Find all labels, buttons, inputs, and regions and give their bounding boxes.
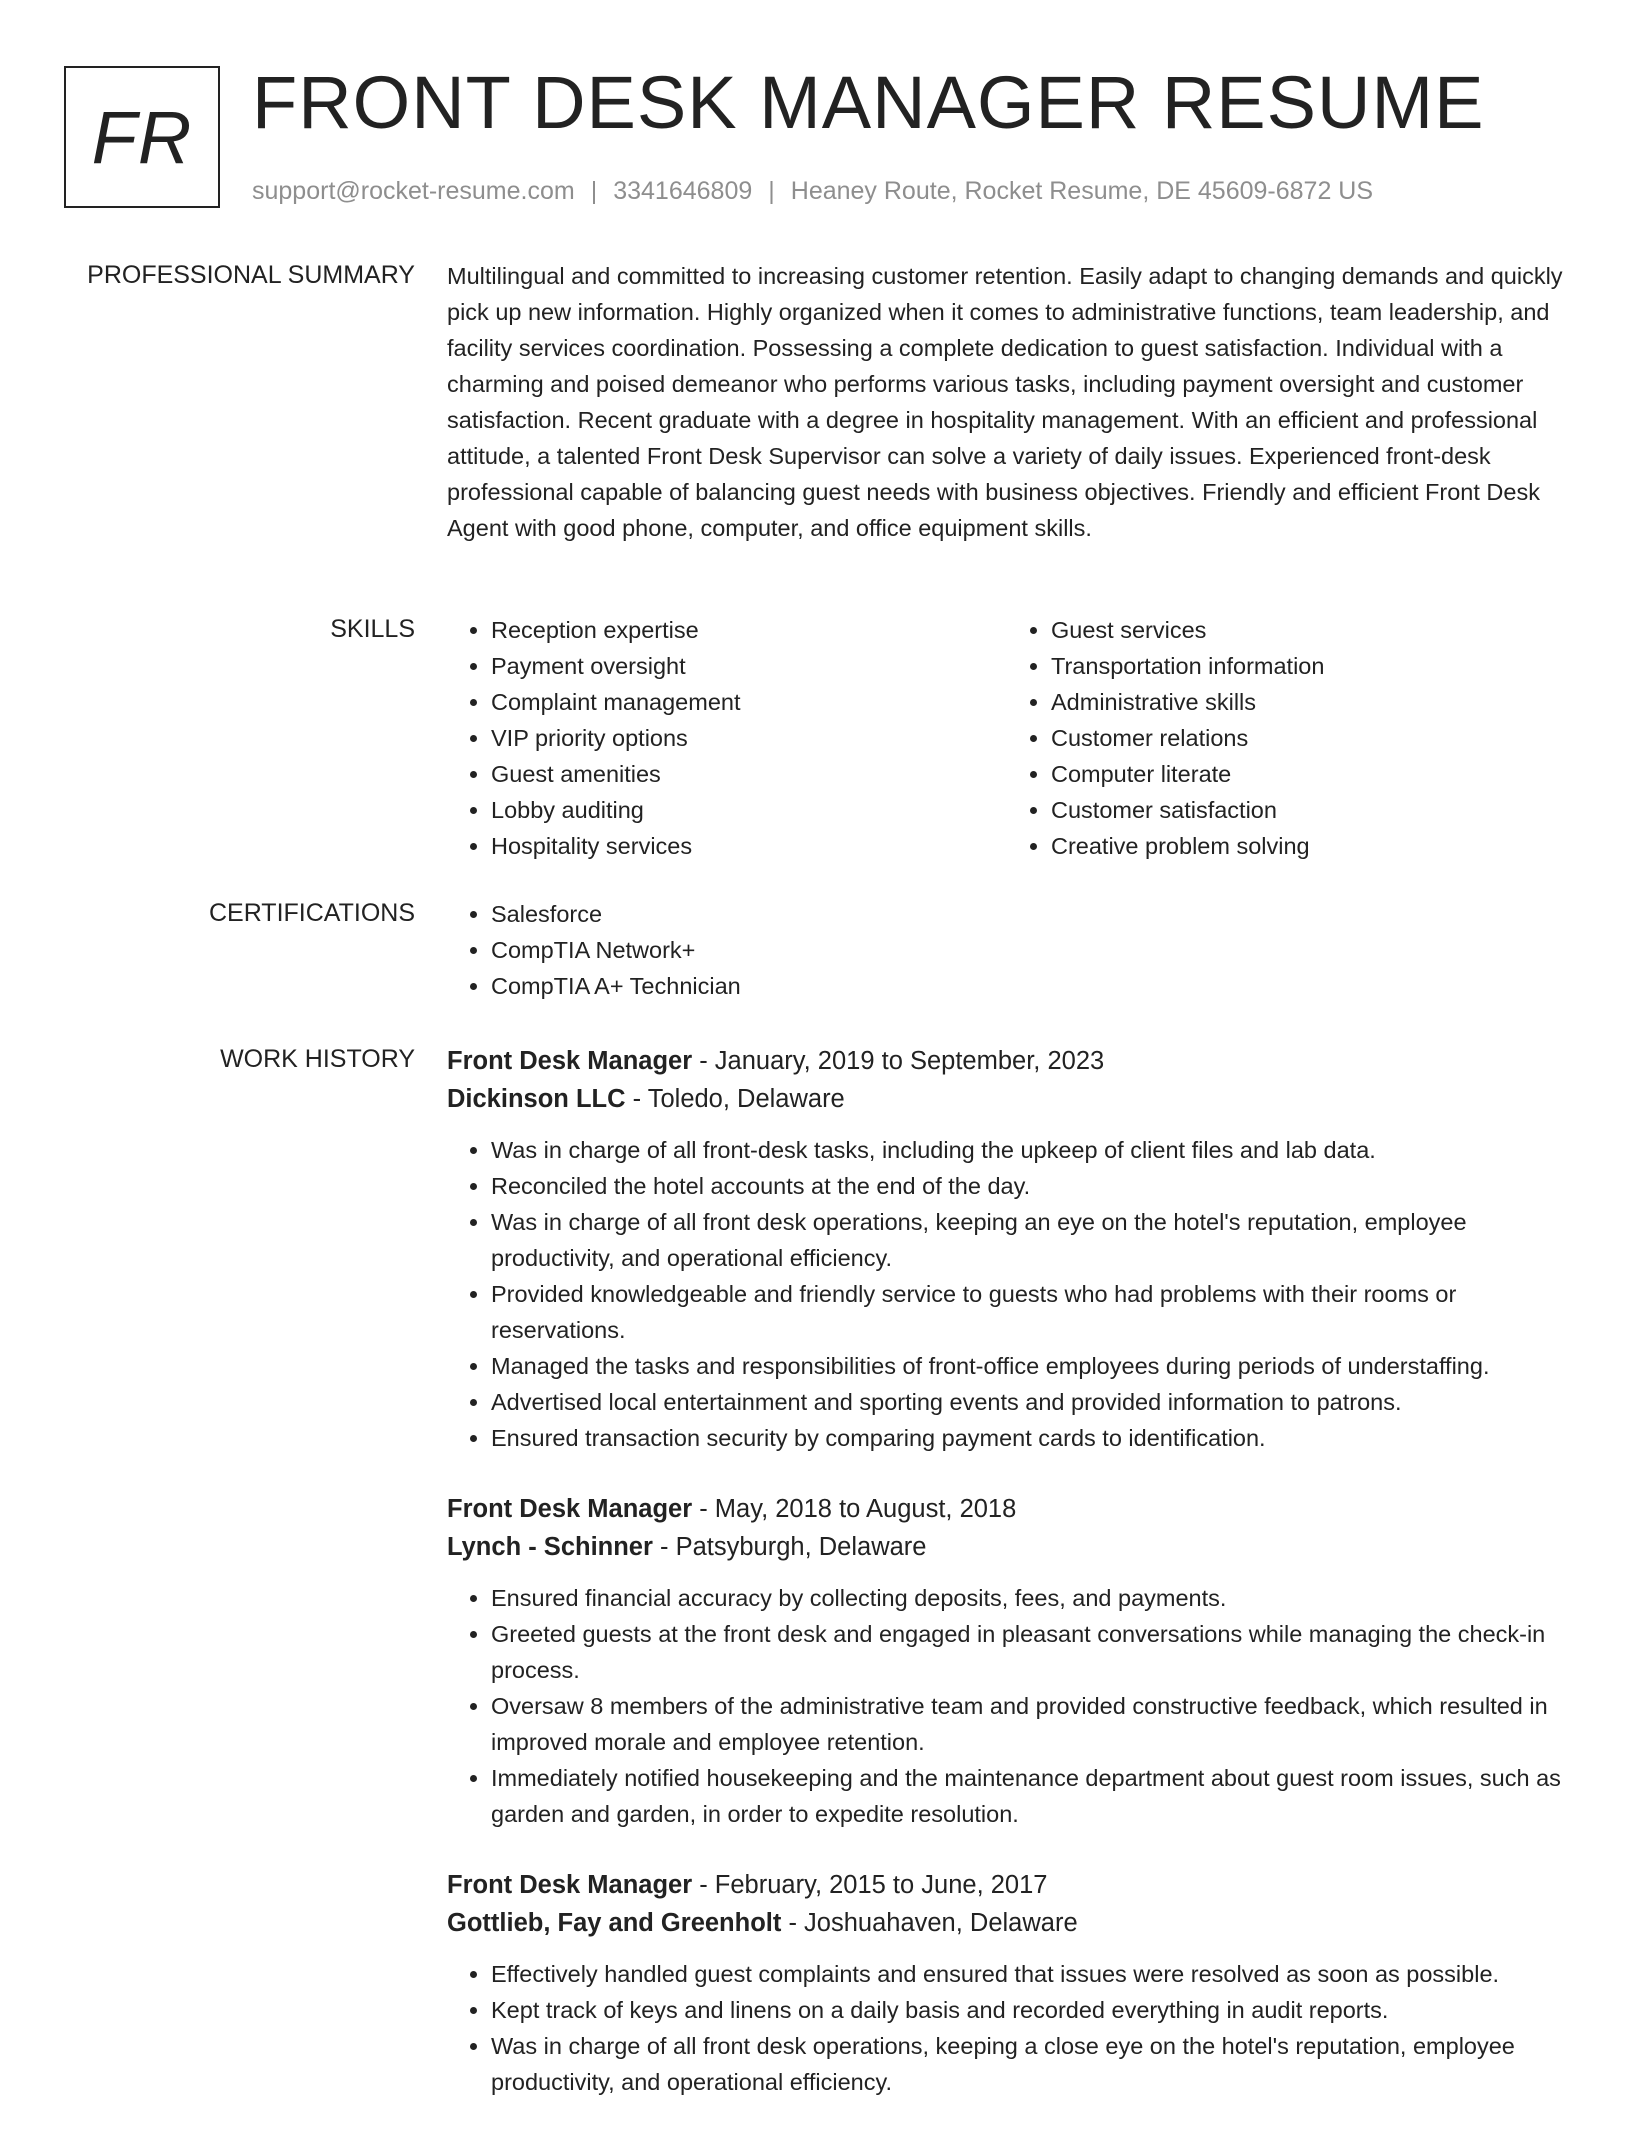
job-location: - Toledo, Delaware — [625, 1085, 845, 1113]
job-bullet: • Kept track of keys and linens on a daily basis and recorded everything in audit reports. — [491, 1992, 1567, 2028]
skills-list-left — [447, 612, 1007, 864]
skill-item: • Guest services — [1051, 612, 1567, 648]
contact-email: support@rocket-resume.com — [252, 177, 575, 205]
job-title-line — [447, 1042, 1567, 1080]
job-title-line — [447, 1866, 1567, 1904]
job-bullet: • Advertised local entertainment and sporting events and provided information to patrons. — [491, 1384, 1567, 1420]
job-company-line — [447, 1528, 1567, 1566]
job-bullet: • Was in charge of all front desk operations, keeping a close eye on the hotel's reputation, employee productivity, and operational efficiency. — [491, 2028, 1567, 2100]
job-company-line — [447, 1904, 1567, 1942]
skill-item: • Lobby auditing — [491, 792, 1007, 828]
job-bullet: • Ensured financial accuracy by collecting deposits, fees, and payments. — [491, 1580, 1567, 1616]
job-title: Front Desk Manager — [447, 1495, 693, 1523]
job-bullet: • Ensured transaction security by comparing payment cards to identification. — [491, 1420, 1567, 1456]
certifications-body — [447, 896, 1567, 1004]
summary-body — [447, 258, 1567, 546]
job-company: Gottlieb, Fay and Greenholt — [447, 1909, 782, 1937]
skill-item: • Creative problem solving — [1051, 828, 1567, 864]
job-title: Front Desk Manager — [447, 1871, 693, 1899]
job-dates: - May, 2018 to August, 2018 — [692, 1495, 1017, 1523]
contact-line — [252, 174, 1373, 208]
job-dates: - January, 2019 to September, 2023 — [692, 1047, 1105, 1075]
skill-item: • Hospitality services — [491, 828, 1007, 864]
job-bullet: • Managed the tasks and responsibilities of front-office employees during periods of understaffing. — [491, 1348, 1567, 1384]
skill-item: • Computer literate — [1051, 756, 1567, 792]
certifications-label: CERTIFICATIONS — [208, 899, 415, 927]
job-entry — [447, 1042, 1567, 1456]
skill-item: • Customer satisfaction — [1051, 792, 1567, 828]
certification-item: • CompTIA A+ Technician — [491, 968, 1567, 1004]
job-company: Dickinson LLC — [447, 1085, 626, 1113]
job-bullets — [447, 1956, 1567, 2100]
job-company: Lynch - Schinner — [447, 1533, 653, 1561]
contact-address: Heaney Route, Rocket Resume, DE 45609-6872 US — [790, 177, 1374, 205]
skills-list-right — [1007, 612, 1567, 864]
job-dates: - February, 2015 to June, 2017 — [692, 1871, 1048, 1899]
summary-text: Multilingual and committed to increasing customer retention. Easily adapt to changing demands and quickly pick up new information. Highly organized when it comes to administrative functions, team leadership, and facility services coordination. Possessing a complete dedication to guest satisfaction. Individual with a charming and poised demeanor who performs various tasks, including payment oversight and customer satisfaction. Recent graduate with a degree in hospitality management. With an efficient and professional attitude, a talented Front Desk Supervisor can solve a variety of daily issues. Experienced front-desk professional capable of balancing guest needs with business objectives. Friendly and efficient Front Desk Agent with good phone, computer, and office equipment skills. — [447, 263, 1563, 541]
job-bullet: • Was in charge of all front desk operations, keeping an eye on the hotel's reputation, employee productivity, and operational efficiency. — [491, 1204, 1567, 1276]
skill-item: • Payment oversight — [491, 648, 1007, 684]
job-entry — [447, 1490, 1567, 1832]
job-bullets — [447, 1580, 1567, 1832]
skill-item: • VIP priority options — [491, 720, 1007, 756]
job-company-line — [447, 1080, 1567, 1118]
contact-separator: | — [590, 177, 598, 205]
job-bullet: • Was in charge of all front-desk tasks, including the upkeep of client files and lab data. — [491, 1132, 1567, 1168]
work-history-label: WORK HISTORY — [220, 1045, 415, 1073]
skill-item: • Complaint management — [491, 684, 1007, 720]
job-location: - Joshuahaven, Delaware — [781, 1909, 1078, 1937]
certifications-list — [447, 896, 1567, 1004]
summary-label: PROFESSIONAL SUMMARY — [87, 261, 415, 289]
job-entry — [447, 1866, 1567, 2100]
skill-item: • Guest amenities — [491, 756, 1007, 792]
contact-separator: | — [768, 177, 775, 205]
monogram-initials: FR — [91, 95, 193, 179]
monogram-box — [64, 66, 220, 208]
contact-phone: 3341646809 — [613, 177, 753, 205]
skills-label: SKILLS — [330, 615, 415, 643]
job-title: Front Desk Manager — [447, 1047, 693, 1075]
skill-item: • Transportation information — [1051, 648, 1567, 684]
job-bullets — [447, 1132, 1567, 1456]
certification-item: • Salesforce — [491, 896, 1567, 932]
job-bullet: • Effectively handled guest complaints and ensured that issues were resolved as soon as possible. — [491, 1956, 1567, 1992]
work-history-body — [447, 1042, 1567, 2134]
job-title-line — [447, 1490, 1567, 1528]
certification-item: • CompTIA Network+ — [491, 932, 1567, 968]
skills-body — [447, 612, 1567, 864]
skill-item: • Customer relations — [1051, 720, 1567, 756]
resume-title: FRONT DESK MANAGER RESUME — [252, 61, 1485, 144]
job-bullet: • Provided knowledgeable and friendly service to guests who had problems with their rooms or reservations. — [491, 1276, 1567, 1348]
job-bullet: • Immediately notified housekeeping and the maintenance department about guest room issues, such as garden and garden, in order to expedite resolution. — [491, 1760, 1567, 1832]
job-location: - Patsyburgh, Delaware — [652, 1533, 927, 1561]
job-bullet: • Oversaw 8 members of the administrative team and provided constructive feedback, which resulted in improved morale and employee retention. — [491, 1688, 1567, 1760]
job-bullet: • Greeted guests at the front desk and engaged in pleasant conversations while managing the check-in process. — [491, 1616, 1567, 1688]
skill-item: • Administrative skills — [1051, 684, 1567, 720]
skill-item: • Reception expertise — [491, 612, 1007, 648]
job-bullet: • Reconciled the hotel accounts at the end of the day. — [491, 1168, 1567, 1204]
